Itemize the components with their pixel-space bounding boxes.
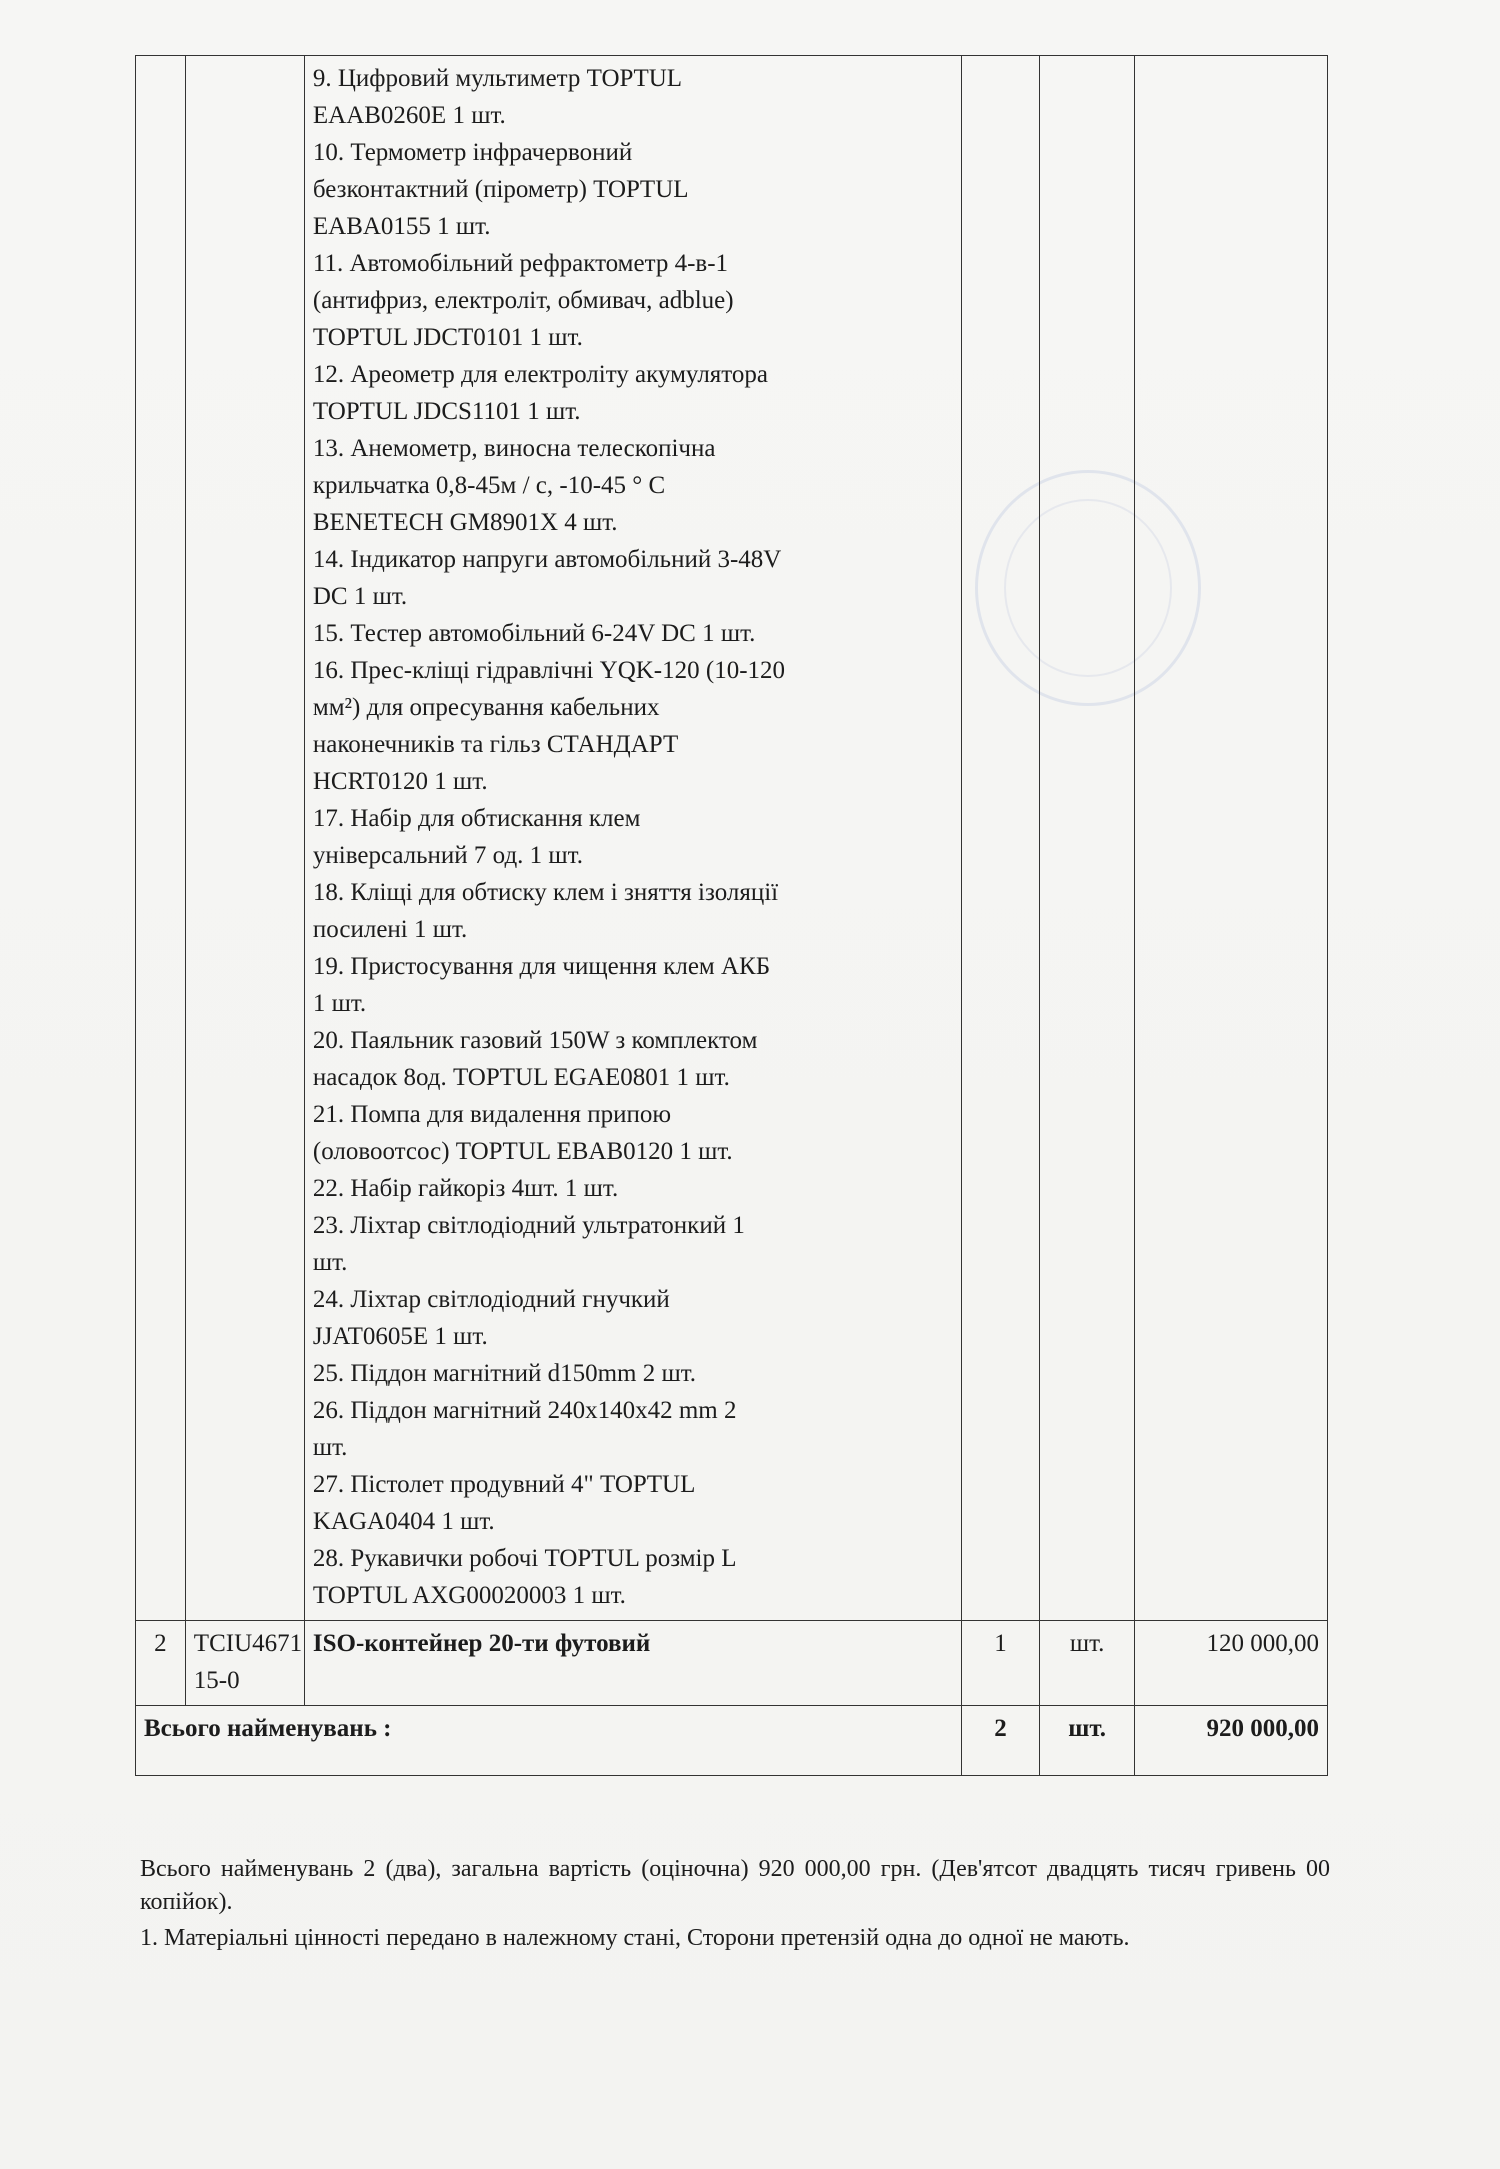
description-line: 19. Пристосування для чищення клем АКБ — [312, 953, 771, 980]
description-line: наконечників та гільз СТАНДАРТ — [312, 731, 679, 758]
total-label: Всього найменувань : — [136, 1706, 962, 1776]
item-description-cell — [304, 56, 961, 1621]
description-line: JJAT0605E 1 шт. — [312, 1323, 488, 1350]
item-price: 120 000,00 — [1135, 1621, 1328, 1706]
item-unit: шт. — [1039, 1621, 1134, 1706]
inventory-code: TCIU4671 15-0 — [185, 1621, 304, 1706]
description-line: 12. Ареометр для електроліту акумулятора — [312, 361, 768, 388]
description-line: (антифриз, електроліт, обмивач, adblue) — [312, 287, 734, 314]
description-line: KAGA0404 1 шт. — [312, 1508, 495, 1535]
description-line: 18. Кліщі для обтиску клем і зняття ізоляції — [312, 879, 779, 906]
total-row — [136, 1706, 1328, 1776]
description-line: DC 1 шт. — [312, 583, 408, 610]
description-line: 24. Ліхтар світлодіодний гнучкий — [312, 1286, 670, 1313]
table-row — [136, 1621, 1328, 1706]
description-line: крильчатка 0,8-45м / с, -10-45 ° С — [312, 472, 666, 499]
row-unit-cell — [1039, 56, 1134, 1621]
description-line: універсальний 7 од. 1 шт. — [312, 842, 583, 869]
description-line: 26. Піддон магнітний 240х140х42 mm 2 — [312, 1397, 737, 1424]
description-line: 21. Помпа для видалення припою — [312, 1101, 672, 1128]
description-line: 20. Паяльник газовий 150W з комплектом — [312, 1027, 758, 1054]
description-line: 23. Ліхтар світлодіодний ультратонкий 1 — [312, 1212, 745, 1239]
table-row — [136, 56, 1328, 1621]
description-line: TOPTUL JDCS1101 1 шт. — [312, 398, 581, 425]
description-line: 15. Тестер автомобільний 6-24V DC 1 шт. — [312, 620, 756, 647]
total-qty: 2 — [962, 1706, 1040, 1776]
total-price: 920 000,00 — [1135, 1706, 1328, 1776]
description-line: 25. Піддон магнітний d150mm 2 шт. — [312, 1360, 697, 1387]
description-line: 22. Набір гайкоріз 4шт. 1 шт. — [312, 1175, 619, 1202]
clause-1-paragraph: 1. Матеріальні цінності передано в належному стані, Сторони претензій одна до одної не мають. — [140, 1925, 1130, 1951]
description-line: 11. Автомобільний рефрактометр 4-в-1 — [312, 250, 729, 277]
description-line: 14. Індикатор напруги автомобільний 3-48V — [312, 546, 782, 573]
description-line: шт. — [312, 1434, 348, 1461]
description-line: шт. — [312, 1249, 348, 1276]
description-line: BENETECH GM8901X 4 шт. — [312, 509, 618, 536]
row-qty-cell — [962, 56, 1040, 1621]
items-table — [135, 55, 1328, 1776]
total-unit: шт. — [1039, 1706, 1134, 1776]
row-number: 2 — [136, 1621, 186, 1706]
description-line: посилені 1 шт. — [312, 916, 468, 943]
description-line: 10. Термометр інфрачервоний — [312, 139, 633, 166]
item-qty: 1 — [962, 1621, 1040, 1706]
description-line: HCRT0120 1 шт. — [312, 768, 488, 795]
item-name: ISO-контейнер 20-ти футовий — [304, 1621, 961, 1706]
description-line: EAAB0260E 1 шт. — [312, 102, 506, 129]
description-line: (оловоотсос) TOPTUL EBAB0120 1 шт. — [312, 1138, 733, 1165]
description-line: 1 шт. — [312, 990, 367, 1017]
description-line: мм²) для опресування кабельних — [312, 694, 660, 721]
description-line: 28. Рукавички робочі TOPTUL розмір L — [312, 1545, 737, 1572]
description-line: EABA0155 1 шт. — [312, 213, 491, 240]
description-line: насадок 8од. TOPTUL EGAE0801 1 шт. — [312, 1064, 730, 1091]
description-line: безконтактний (пірометр) TOPTUL — [312, 176, 689, 203]
description-line: TOPTUL JDCT0101 1 шт. — [312, 324, 583, 351]
description-line: 16. Прес-кліщі гідравлічні YQK-120 (10-120 — [312, 657, 786, 684]
summary-paragraph: Всього найменувань 2 (два), загальна вартість (оціночна) 920 000,00 грн. (Дев'ятсот двадцять тисяч гривень 00 копійок). — [140, 1856, 1330, 1915]
row-number-cell — [136, 56, 186, 1621]
description-line: TOPTUL AXG00020003 1 шт. — [312, 1582, 626, 1609]
description-line: 9. Цифровий мультиметр TOPTUL — [312, 65, 683, 92]
row-code-cell — [185, 56, 304, 1621]
description-line: 13. Анемометр, виносна телескопічна — [312, 435, 716, 462]
description-line: 17. Набір для обтискання клем — [312, 805, 641, 832]
row-price-cell — [1135, 56, 1328, 1621]
description-line: 27. Пістолет продувний 4" TOPTUL — [312, 1471, 696, 1498]
